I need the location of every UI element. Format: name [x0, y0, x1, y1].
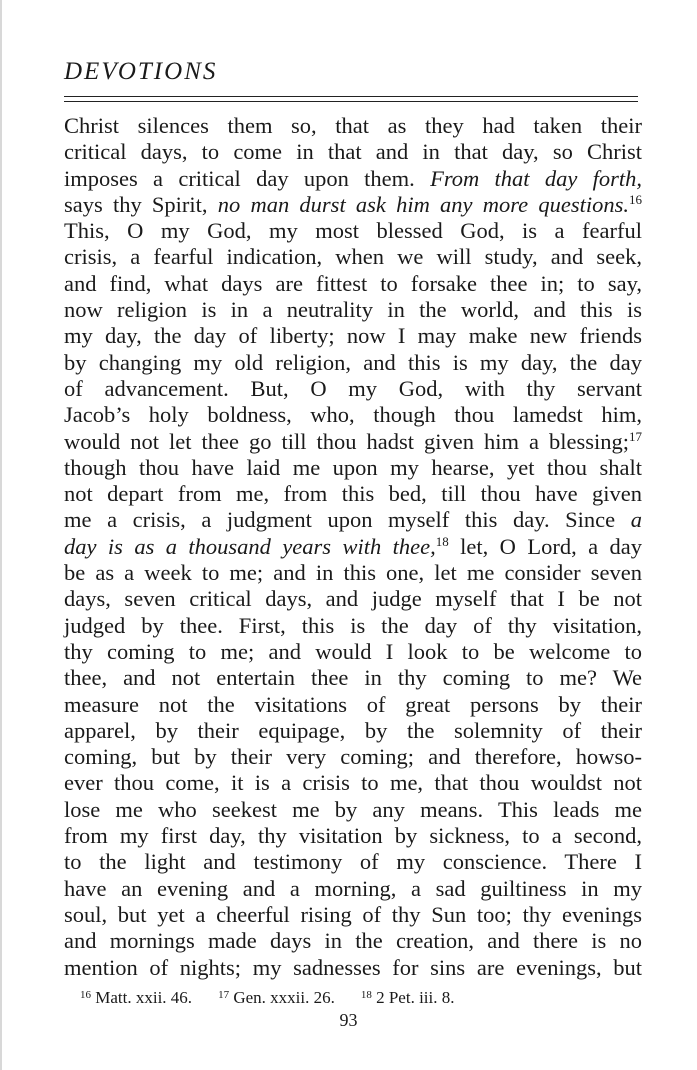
text-line — [64, 429, 642, 455]
text-line — [64, 797, 642, 823]
text-run: coming, but by their very coming; and therefore, howso- — [64, 744, 642, 770]
text-run: from my first day, thy visitation by sickness, to a second, — [64, 823, 642, 849]
footnote-text: Gen. xxxii. 26. — [229, 988, 335, 1007]
italic-run: day is as a thousand years with thee, — [64, 533, 436, 559]
footnote — [80, 988, 192, 1007]
text-run: and mornings made days in the creation, and there is no — [64, 928, 642, 954]
page-edge-shadow — [0, 0, 2, 1070]
page-number: 93 — [339, 1010, 358, 1030]
text-line — [64, 665, 642, 691]
text-run: not depart from me, from this bed, till thou have given — [64, 481, 642, 507]
text-line — [64, 718, 642, 744]
footnote-text: 2 Pet. iii. 8. — [371, 988, 455, 1007]
text-run: let, O Lord, a day — [448, 533, 642, 559]
text-line — [64, 744, 642, 770]
text-line — [64, 271, 642, 297]
text-line — [64, 849, 642, 875]
text-run: to the light and testimony of my conscience. There I — [64, 849, 642, 875]
footnote-ref: 18 — [435, 533, 449, 549]
text-run: be as a week to me; and in this one, let me consider seven — [64, 560, 642, 586]
text-run: imposes a critical day upon them. — [64, 165, 431, 191]
text-run: by changing my old religion, and this is my day, the day — [64, 349, 642, 375]
footnote-text: Matt. xxii. 46. — [91, 988, 193, 1007]
text-run: Jacob’s holy boldness, who, though thou lamedst him, — [64, 402, 642, 428]
text-line — [64, 113, 642, 139]
text-line — [64, 955, 642, 981]
text-run: This, O my God, my most blessed God, is a fearful — [64, 218, 642, 244]
footnote — [361, 988, 455, 1007]
text-run: critical days, to come in that and in that day, so Christ — [64, 139, 642, 165]
text-run: though thou have laid me upon my hearse, yet thou shalt — [64, 454, 642, 480]
footnote-number: 17 — [218, 989, 230, 1001]
text-run: mention of nights; my sadnesses for sins are evenings, but — [64, 954, 642, 980]
text-line — [64, 613, 642, 639]
text-run: and find, what days are fittest to forsake thee in; to say, — [64, 270, 642, 296]
text-line — [64, 481, 642, 507]
text-run: soul, but yet a cheerful rising of thy Sun too; thy evenings — [64, 901, 642, 927]
header-rule-top — [64, 96, 638, 97]
text-run: Christ silences them so, that as they had taken their — [64, 113, 642, 138]
text-run: says thy Spirit, — [64, 191, 218, 217]
text-line — [64, 902, 642, 928]
text-run: would not let thee go till thou hadst given him a blessing; — [64, 428, 629, 454]
text-line — [64, 402, 642, 428]
text-run: lose me who seekest me by any means. This leads me — [64, 796, 642, 822]
text-line — [64, 166, 642, 192]
text-line — [64, 192, 642, 218]
text-line — [64, 534, 642, 560]
footnotes — [80, 988, 600, 1008]
footnote-ref: 17 — [629, 428, 642, 444]
italic-run: no man durst ask him any more questions. — [217, 191, 629, 217]
running-head: DEVOTIONS — [64, 58, 218, 85]
text-line — [64, 323, 642, 349]
text-run: me a crisis, a judgment upon myself this day. Since — [64, 507, 631, 533]
text-line — [64, 692, 642, 718]
text-line — [64, 139, 642, 165]
text-run: my day, the day of liberty; now I may make new friends — [64, 323, 642, 349]
text-line — [64, 455, 642, 481]
text-run: now religion is in a neutrality in the world, and this is — [64, 297, 642, 323]
footnote-number: 16 — [80, 989, 91, 1001]
footnote — [218, 988, 335, 1007]
body-text — [64, 113, 642, 981]
text-line — [64, 876, 642, 902]
text-run: measure not the visitations of great persons by their — [64, 691, 642, 717]
header-rule-bottom — [64, 101, 638, 102]
italic-run: a — [630, 507, 642, 533]
italic-run: From that day forth, — [430, 165, 642, 191]
text-run: days, seven critical days, and judge myself that I be not — [64, 586, 642, 612]
text-line — [64, 376, 642, 402]
text-line — [64, 507, 642, 533]
text-line — [64, 586, 642, 612]
text-line — [64, 823, 642, 849]
text-line — [64, 639, 642, 665]
text-run: thy coming to me; and would I look to be welcome to — [64, 638, 642, 664]
text-run: ever thou come, it is a crisis to me, that thou wouldst not — [64, 770, 642, 796]
text-line — [64, 244, 642, 270]
text-run: of advancement. But, O my God, with thy servant — [64, 375, 642, 401]
text-line — [64, 350, 642, 376]
footnote-number: 18 — [360, 989, 372, 1001]
footnote-ref: 16 — [629, 191, 642, 207]
text-run: judged by thee. First, this is the day of thy visitation, — [64, 612, 642, 638]
text-run: have an evening and a morning, a sad guiltiness in my — [64, 875, 642, 901]
text-run: thee, and not entertain thee in thy coming to me? We — [64, 665, 642, 691]
text-run: apparel, by their equipage, by the solemnity of their — [64, 717, 642, 743]
text-line — [64, 770, 642, 796]
text-run: crisis, a fearful indication, when we will study, and seek, — [64, 244, 642, 270]
text-line — [64, 297, 642, 323]
text-line — [64, 218, 642, 244]
text-line — [64, 560, 642, 586]
text-line — [64, 928, 642, 954]
